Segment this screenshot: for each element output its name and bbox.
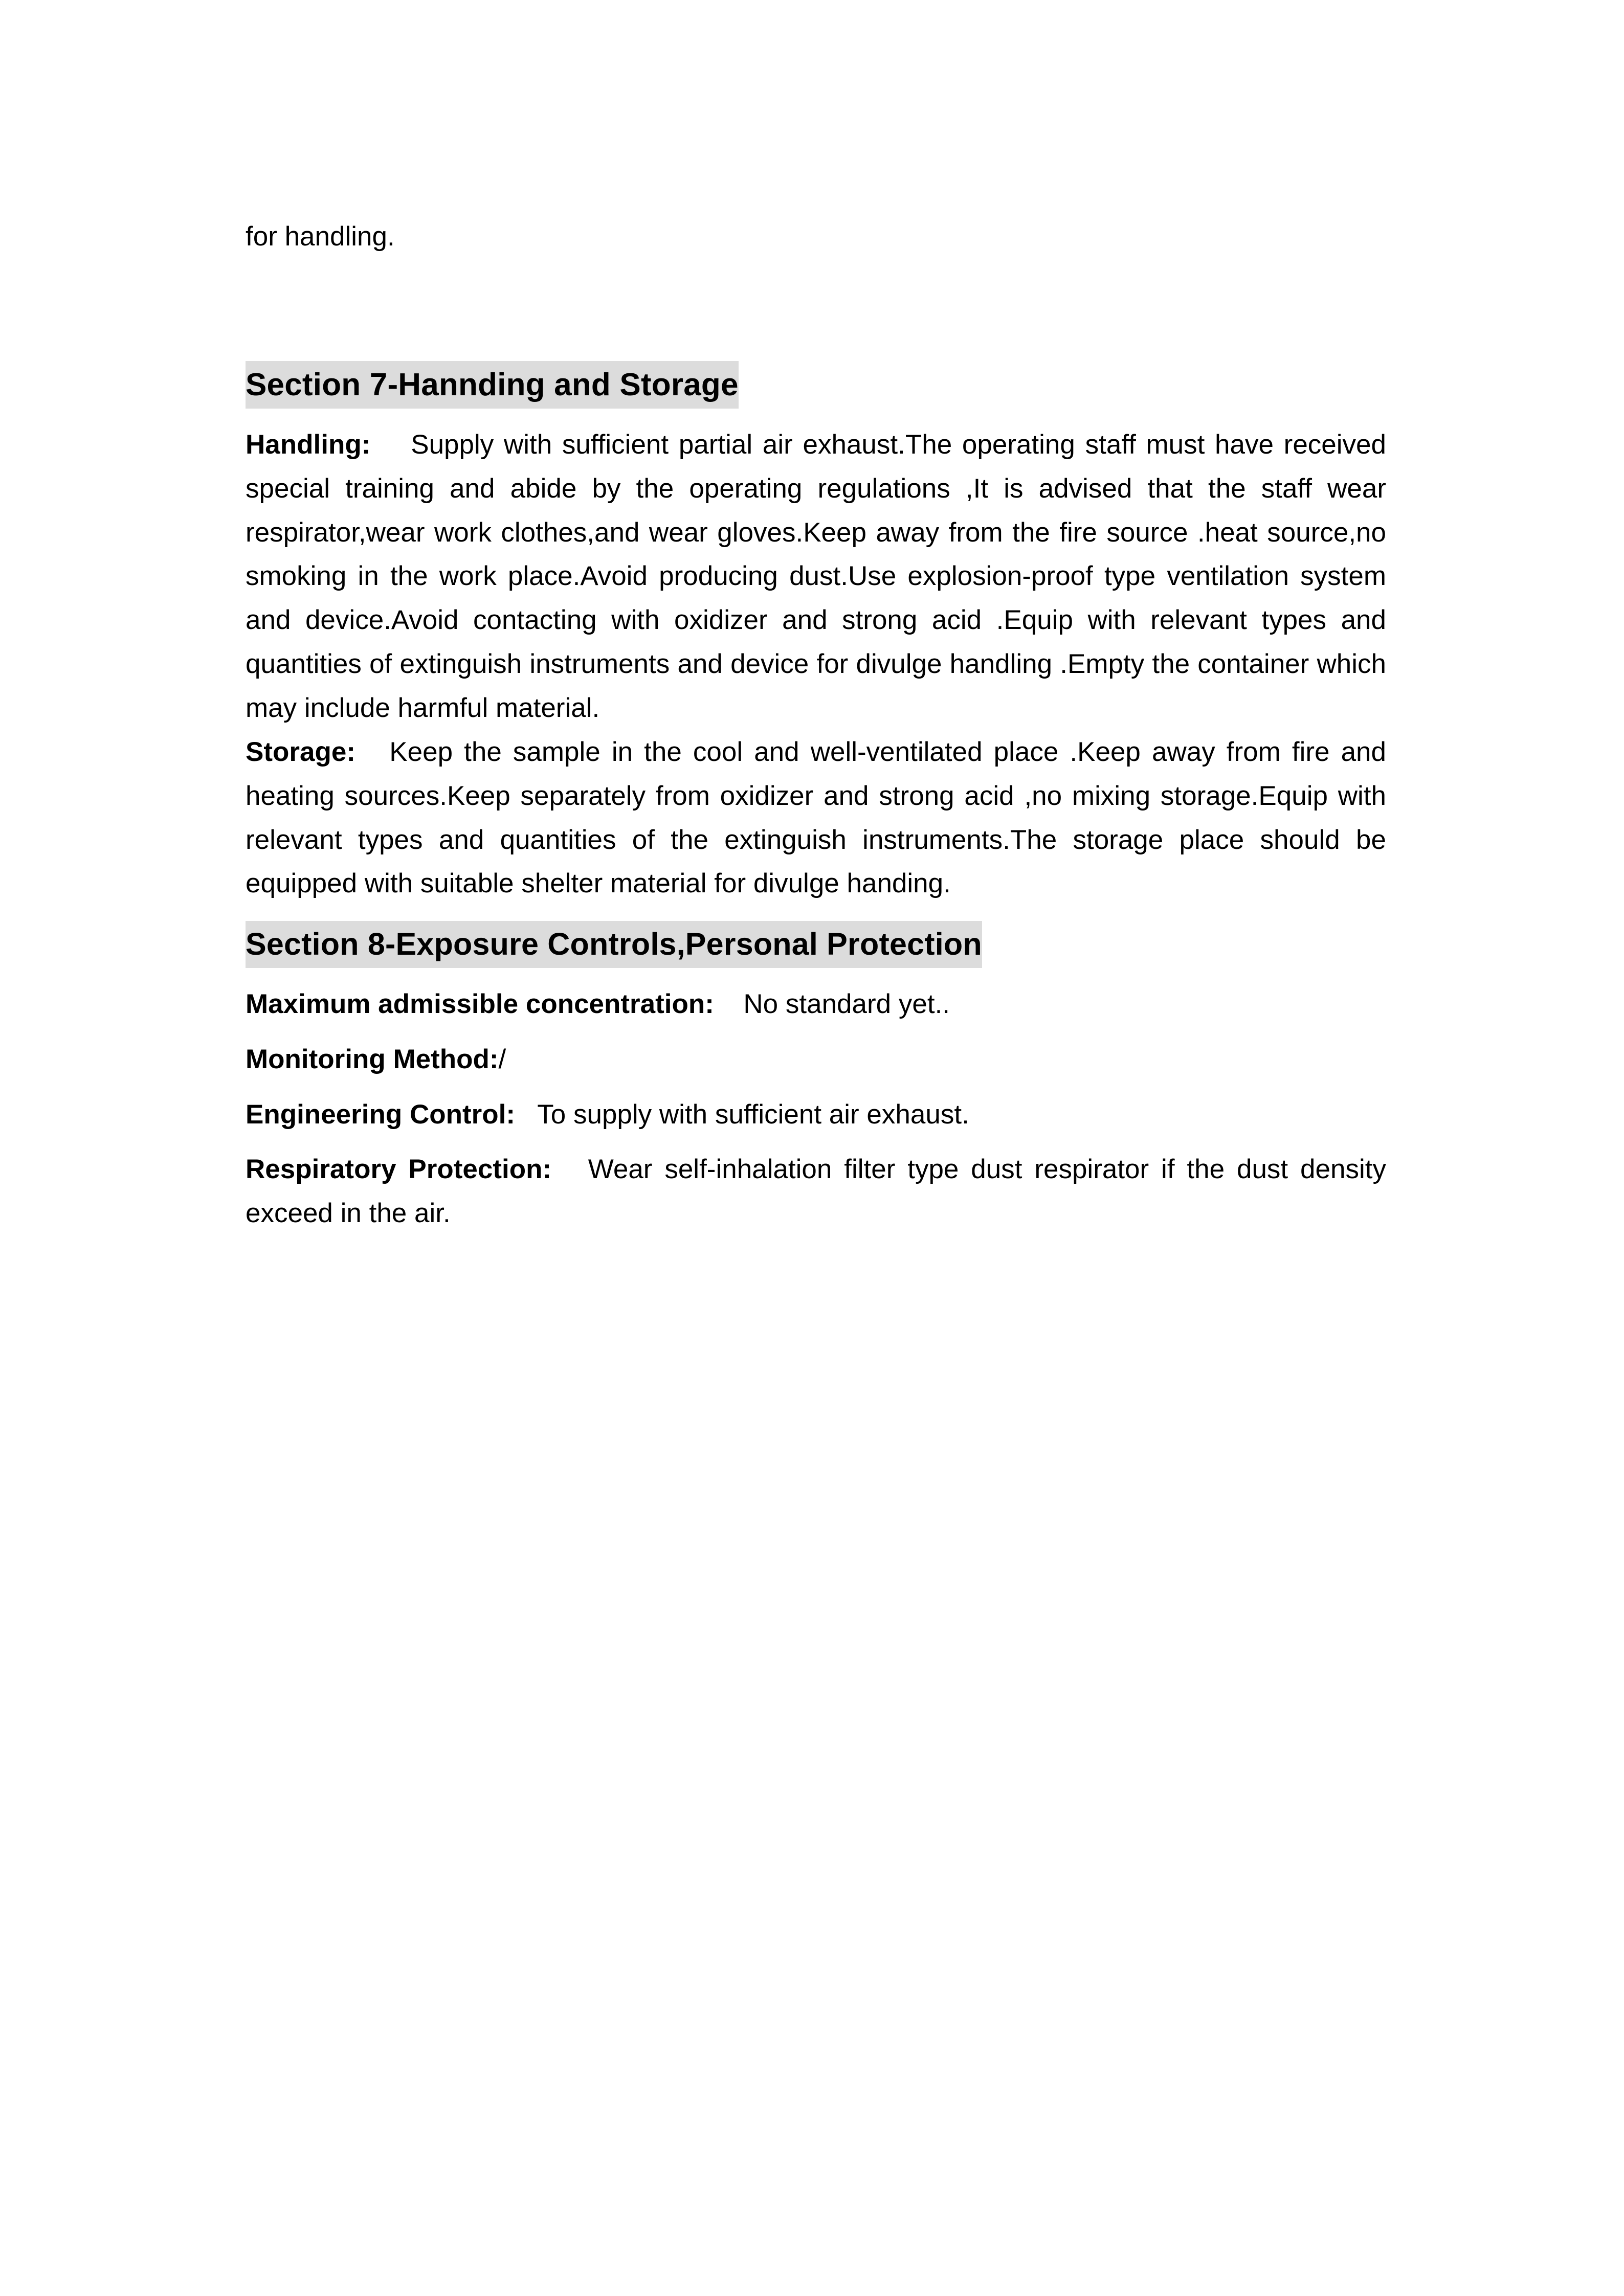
spacer [246,906,1386,921]
handling-label: Handling: [246,429,371,460]
monitoring-method-row [246,1038,1386,1082]
handling-text: Supply with sufficient partial air exhaust.The operating staff must have received special training and abide by the operating regulations ,It is advised that the staff wear respirator,wear work clothes,and wear gloves.Keep away from the fire source .heat source,no smoking in the work place.Avoid producing dust.Use explosion-proof type ventilation system and device.Avoid contacting with oxidizer and strong acid .Equip with relevant types and quantities of extinguish instruments and device for divulge handling .Empty the container which may include harmful material. [246,429,1387,724]
respiratory-protection-label: Respiratory Protection: [246,1154,552,1185]
engineering-control-label: Engineering Control: [246,1099,516,1130]
spacer [246,259,1386,361]
monitoring-method-label: Monitoring Method: [246,1044,499,1074]
max-concentration-value: No standard yet.. [743,988,950,1019]
max-concentration-label: Maximum admissible concentration: [246,988,714,1019]
engineering-control-row [246,1093,1386,1137]
handling-paragraph [246,423,1386,730]
continued-paragraph: for handling. [246,221,395,252]
storage-label: Storage: [246,736,355,767]
respiratory-protection-row [246,1147,1386,1235]
storage-paragraph [246,730,1386,906]
section-7-heading: Section 7-Hannding and Storage [246,361,739,409]
document-body [246,215,1386,1235]
section-7-heading-wrap [246,361,1386,409]
respiratory-protection-value: Wear self-inhalation filter type dust respirator if the dust density exceed in the air. [246,1154,1386,1229]
storage-text: Keep the sample in the cool and well-ventilated place .Keep away from fire and heating sources.Keep separately from oxidizer and strong acid ,no mixing storage.Equip with relevant types and quantities of the extinguish instruments.The storage place should be equipped with suitable shelter material for divulge handing. [246,736,1387,899]
section-8-heading-wrap [246,921,1386,968]
engineering-control-value: To supply with sufficient air exhaust. [537,1099,969,1130]
section-8-heading: Section 8-Exposure Controls,Personal Protection [246,921,982,968]
max-concentration-row [246,982,1386,1026]
monitoring-method-value: / [498,1044,506,1074]
